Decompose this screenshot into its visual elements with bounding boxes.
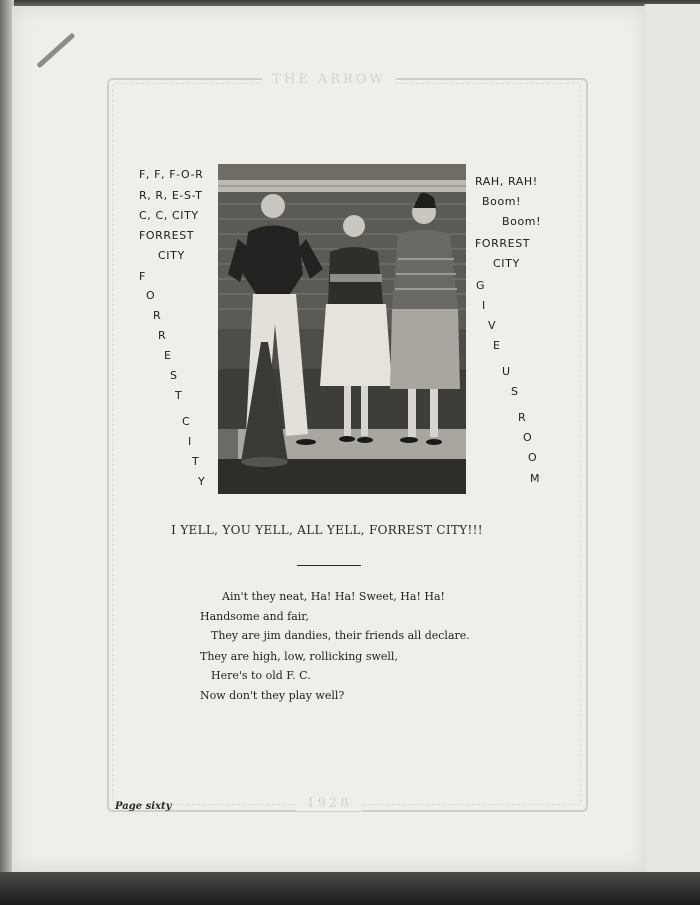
poem-line: They are high, low, rollicking swell, [200, 650, 398, 663]
right-vertical-letter: M [530, 472, 541, 485]
running-year: 1928 [12, 796, 646, 811]
left-cheer-line: F, F, F-O-R [139, 168, 204, 181]
yearbook-page [12, 6, 646, 872]
page-number: Page sixty [115, 801, 172, 812]
left-cheer-line: CITY [158, 249, 185, 262]
right-vertical-letter: O [528, 451, 538, 464]
left-vertical-letter: R [153, 309, 162, 322]
right-vertical-letter: R [518, 411, 527, 424]
left-vertical-letter: I [188, 435, 192, 448]
right-vertical-letter: I [482, 299, 486, 312]
right-cheer-line: CITY [493, 257, 520, 270]
poem-line: They are jim dandies, their friends all declare. [211, 629, 470, 642]
right-vertical-letter: O [523, 431, 533, 444]
cheerleaders-photo [218, 164, 466, 494]
left-vertical-letter: T [192, 455, 200, 468]
right-cheer-line: RAH, RAH! [475, 175, 538, 188]
right-cheer-line: Boom! [502, 215, 542, 228]
left-vertical-letter: C [182, 415, 191, 428]
left-cheer-line: R, R, E-S-T [139, 189, 203, 202]
left-vertical-letter: F [139, 270, 146, 283]
right-vertical-letter: G [476, 279, 486, 292]
right-vertical-letter: E [493, 339, 501, 352]
yell-line: I YELL, YOU YELL, ALL YELL, FORREST CITY!!! [171, 523, 483, 537]
poem-line: Now don't they play well? [200, 689, 345, 702]
pen-mark [36, 33, 75, 69]
poem-line: Handsome and fair, [200, 610, 309, 623]
poem-line: Here's to old F. C. [211, 669, 311, 682]
left-cheer-line: FORREST [139, 229, 195, 242]
left-vertical-letter: R [158, 329, 167, 342]
right-cheer-line: Boom! [482, 195, 522, 208]
left-vertical-letter: T [175, 389, 183, 402]
running-title: THE ARROW [12, 72, 646, 87]
section-divider [297, 565, 361, 566]
right-cheer-line: FORREST [475, 237, 531, 250]
right-vertical-letter: U [502, 365, 511, 378]
adjacent-page-edge [644, 4, 700, 876]
right-vertical-letter: V [488, 319, 497, 332]
left-vertical-letter: E [164, 349, 172, 362]
poem-line: Ain't they neat, Ha! Ha! Sweet, Ha! Ha! [222, 590, 445, 603]
right-vertical-letter: S [511, 385, 519, 398]
left-cheer-line: C, C, CITY [139, 209, 199, 222]
left-vertical-letter: Y [198, 475, 206, 488]
scanner-bed [0, 872, 700, 905]
left-vertical-letter: O [146, 289, 156, 302]
left-vertical-letter: S [170, 369, 178, 382]
